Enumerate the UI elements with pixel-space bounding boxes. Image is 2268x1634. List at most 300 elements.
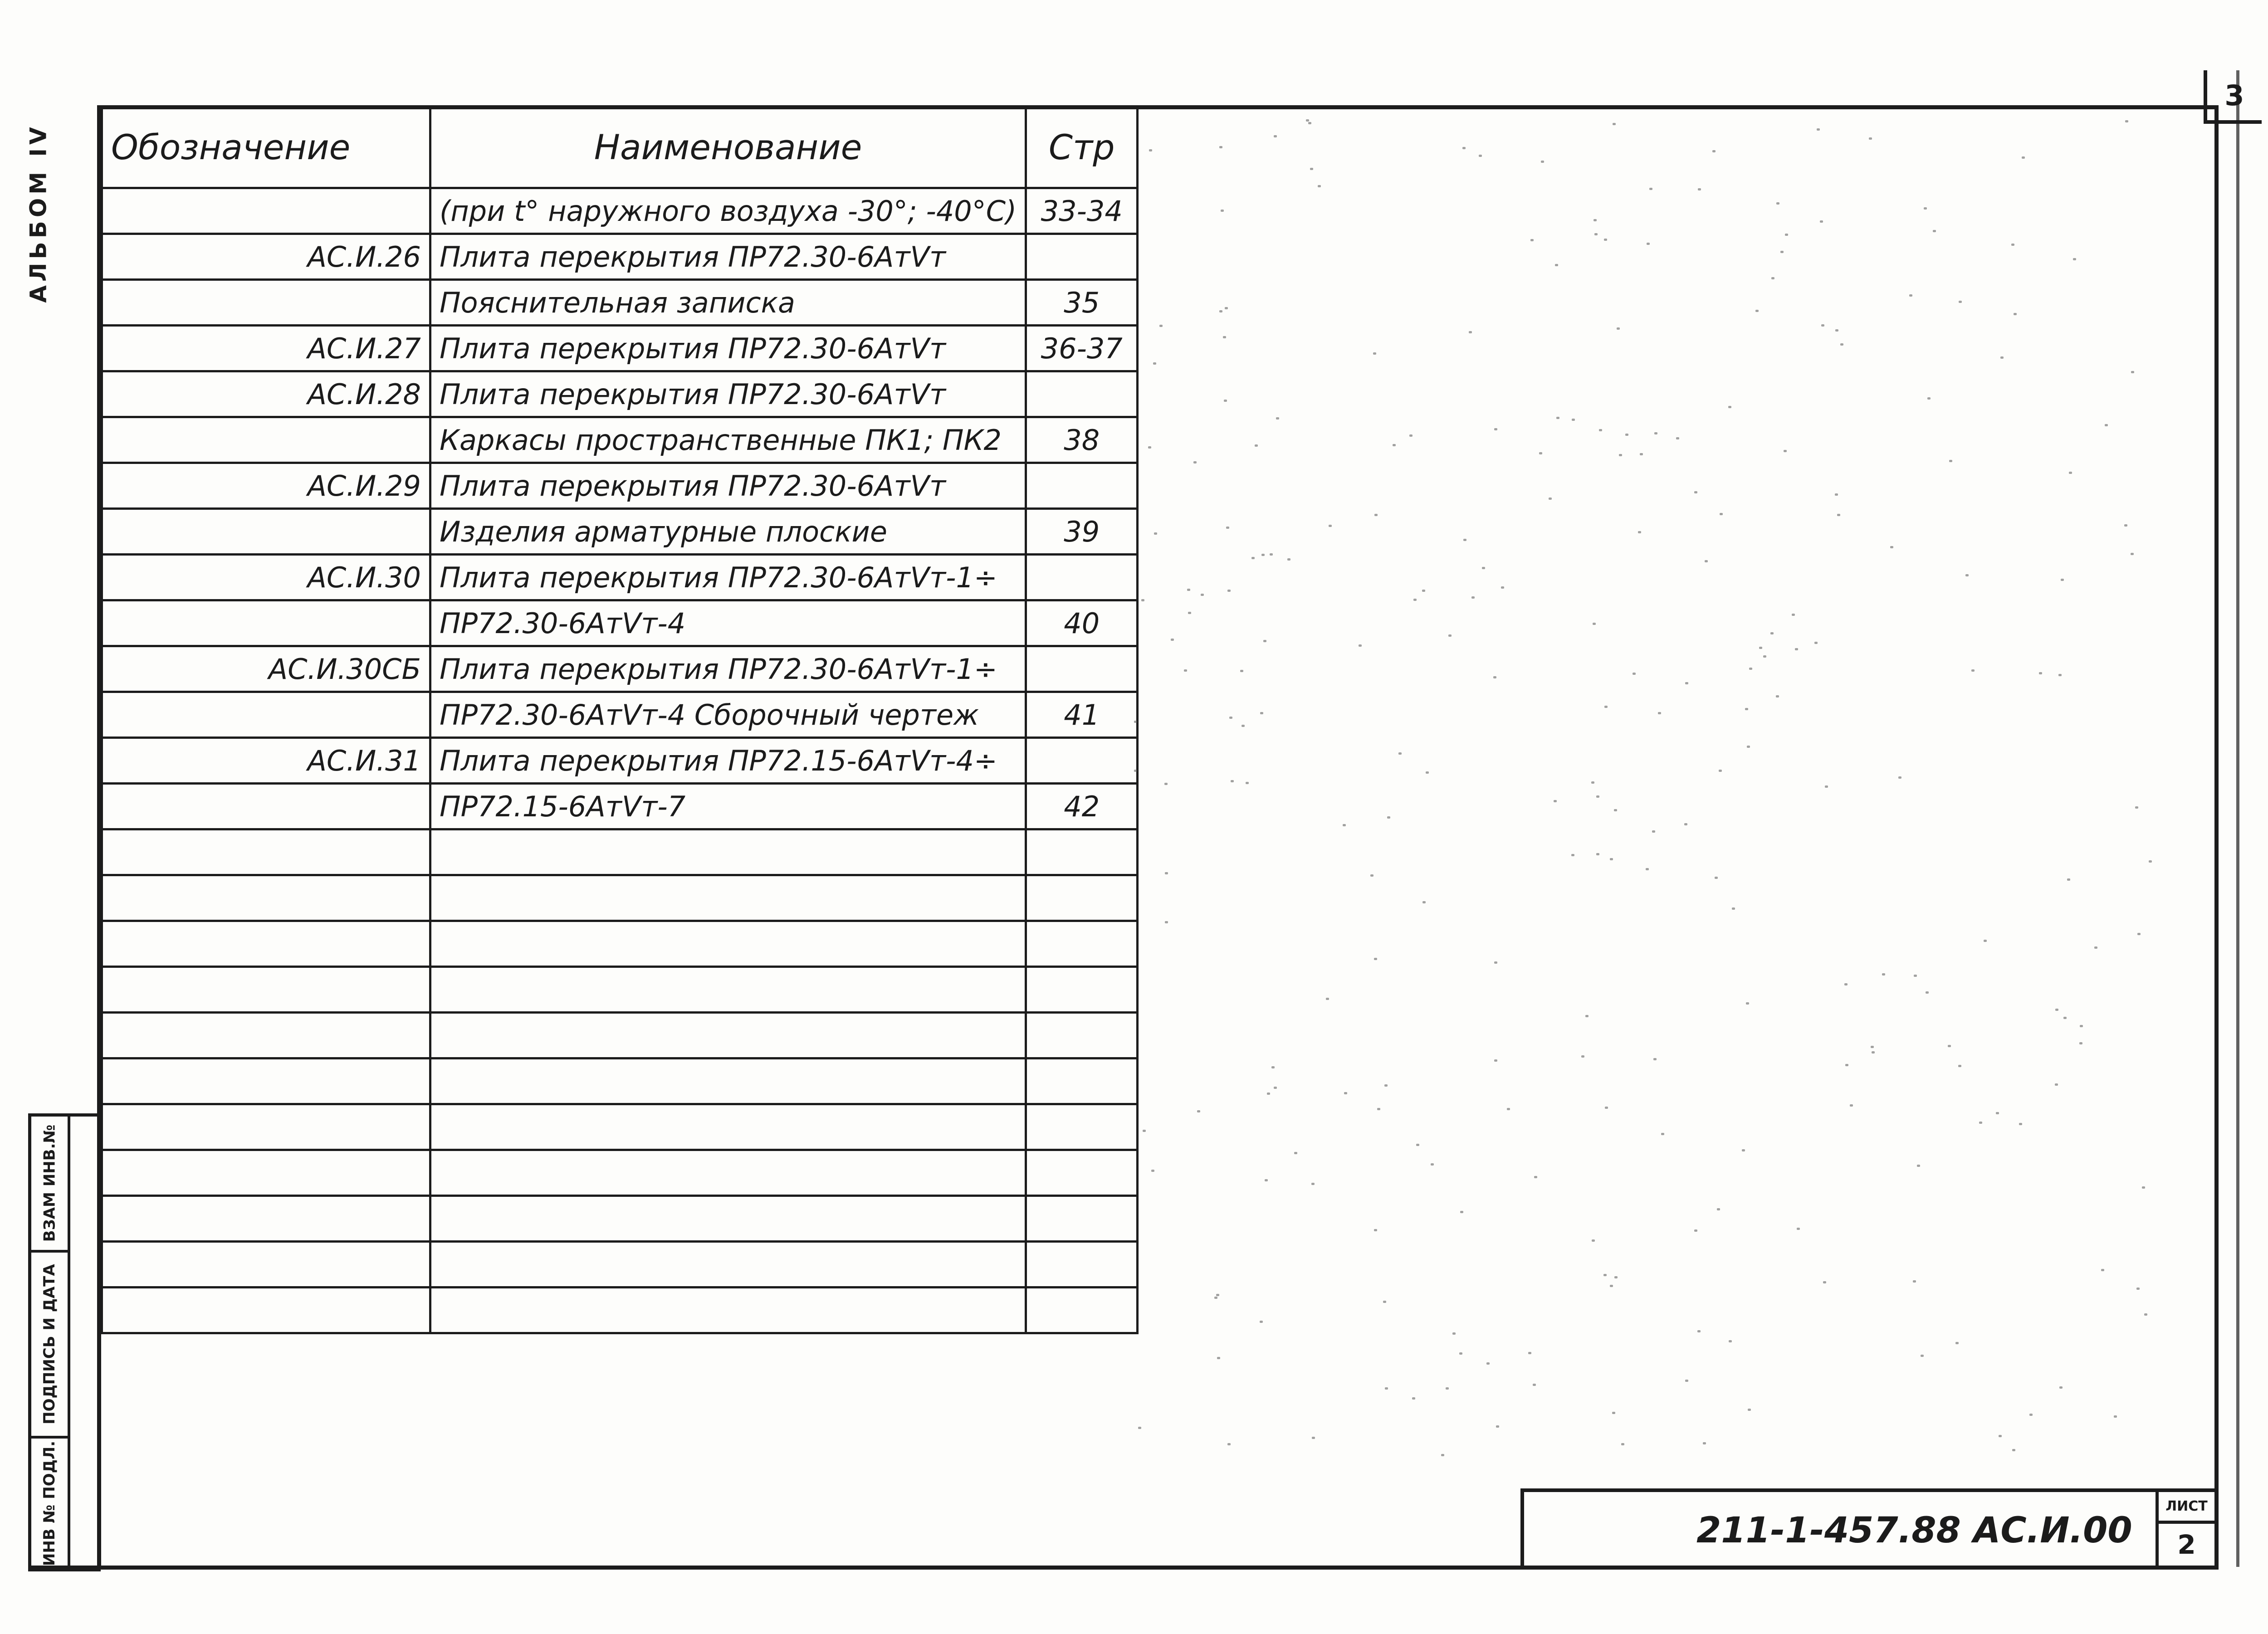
row-designation [102, 1242, 430, 1288]
contents-table [101, 105, 1139, 1334]
header-page: Стр [1026, 107, 1138, 188]
speck [1359, 644, 1362, 647]
speck [1776, 202, 1779, 205]
speck [1318, 185, 1321, 187]
table-body [102, 188, 1138, 1333]
speck [1742, 1149, 1745, 1151]
speck [1387, 816, 1390, 819]
speck [1933, 230, 1936, 232]
speck [1747, 746, 1750, 748]
speck [1501, 586, 1504, 589]
speck [1493, 676, 1496, 678]
table-row [102, 326, 1138, 371]
speck [1187, 589, 1190, 591]
speck [1835, 329, 1838, 332]
speck [1496, 1425, 1499, 1428]
speck [1229, 717, 1232, 719]
speck [1149, 149, 1152, 151]
row-designation: АС.И.26 [102, 234, 430, 280]
speck [1448, 634, 1452, 637]
speck [1712, 150, 1716, 152]
speck [1413, 599, 1417, 601]
speck [1825, 785, 1828, 788]
row-designation: АС.И.30 [102, 555, 430, 600]
speck [2149, 860, 2152, 863]
speck [1255, 444, 1258, 447]
table-row [102, 1058, 1138, 1104]
speck [1260, 1321, 1263, 1323]
speck [1462, 147, 1466, 149]
speck [1797, 1228, 1800, 1230]
speck [1143, 1130, 1146, 1132]
row-page: 33-34 [1026, 188, 1138, 234]
speck [1534, 1176, 1537, 1178]
speck [2079, 1042, 2082, 1044]
album-label [18, 123, 59, 303]
speck [1593, 623, 1596, 625]
table-row [102, 1150, 1138, 1196]
speck [1422, 590, 1425, 592]
speck [1219, 310, 1222, 312]
speck [1594, 233, 1598, 235]
speck [1979, 1122, 1982, 1124]
speck [1267, 1093, 1270, 1095]
table-row [102, 463, 1138, 509]
speck [2105, 424, 2108, 426]
row-name [430, 1150, 1026, 1196]
speck [1261, 554, 1265, 556]
row-page [1026, 875, 1138, 921]
row-name [430, 967, 1026, 1013]
stamp-signature-date: ПОДПИСЬ И ДАТА [31, 1253, 68, 1439]
row-page [1026, 738, 1138, 784]
speck [1955, 1342, 1959, 1344]
speck [1398, 752, 1402, 755]
speck [2055, 1009, 2058, 1011]
speck [2135, 806, 2138, 809]
row-name: ПР72.30-6АтVт-4 [430, 600, 1026, 646]
speck [1728, 406, 1731, 408]
speck [1619, 454, 1622, 456]
speck [1541, 161, 1544, 163]
speck [1141, 599, 1144, 601]
speck [1780, 251, 1784, 253]
row-name: ПР72.30-6АтVт-4 Сборочный чертеж [430, 692, 1026, 738]
speck [1605, 1107, 1608, 1109]
speck [1763, 655, 1766, 658]
speck [1165, 872, 1168, 874]
row-name [430, 1288, 1026, 1333]
speck [1479, 155, 1482, 157]
row-page [1026, 1196, 1138, 1242]
speck [1221, 210, 1224, 212]
row-name: Изделия арматурные плоские [430, 509, 1026, 555]
speck [1845, 1064, 1848, 1066]
speck [1441, 1454, 1444, 1456]
row-name: Плита перекрытия ПР72.30-6АтVт [430, 326, 1026, 371]
row-designation [102, 600, 430, 646]
speck [1374, 958, 1377, 960]
speck [1604, 239, 1607, 241]
speck [1921, 1355, 1924, 1357]
speck [2131, 553, 2134, 555]
table-row [102, 784, 1138, 829]
row-page: 41 [1026, 692, 1138, 738]
sheet-number: 2 [2156, 1524, 2214, 1566]
speck [1274, 1087, 1277, 1089]
speck [1217, 1357, 1220, 1359]
row-designation [102, 1013, 430, 1058]
speck [1494, 961, 1497, 964]
row-page [1026, 646, 1138, 692]
speck [1554, 800, 1557, 802]
speck [1556, 417, 1559, 419]
speck [2073, 258, 2076, 260]
speck [1646, 868, 1649, 870]
speck [1276, 417, 1279, 419]
speck [1984, 940, 1987, 942]
speck [1271, 1066, 1275, 1068]
speck [1844, 983, 1848, 985]
speck [1193, 461, 1197, 463]
speck [1251, 557, 1255, 559]
speck [1771, 277, 1774, 279]
table-row [102, 967, 1138, 1013]
speck [1596, 795, 1599, 798]
speck [1613, 123, 1616, 125]
speck [1999, 1435, 2002, 1437]
row-page: 39 [1026, 509, 1138, 555]
speck [1924, 207, 1927, 210]
speck [1188, 612, 1191, 614]
speck [1263, 640, 1266, 642]
stamp-inv-no: ИНВ № ПОДЛ. [40, 1440, 59, 1566]
speck [2125, 120, 2128, 122]
table-row [102, 646, 1138, 692]
speck [1652, 830, 1655, 833]
row-designation [102, 967, 430, 1013]
speck [2131, 371, 2134, 373]
row-designation [102, 1196, 430, 1242]
speck [2080, 1025, 2083, 1027]
speck [1549, 498, 1552, 500]
stamp-divider [68, 1117, 70, 1568]
speck [1872, 1051, 1875, 1054]
speck [1260, 712, 1263, 714]
speck [1171, 639, 1174, 641]
table-row [102, 509, 1138, 555]
speck [1817, 128, 1820, 131]
speck [1308, 122, 1311, 124]
speck [1770, 632, 1774, 634]
speck [1715, 877, 1718, 879]
speck [1431, 1163, 1434, 1166]
speck [1840, 343, 1843, 346]
speck [1227, 1443, 1231, 1445]
row-page [1026, 1058, 1138, 1104]
speck [2063, 1017, 2067, 1019]
row-name [430, 1242, 1026, 1288]
speck [1926, 991, 1929, 994]
speck [1374, 1229, 1377, 1231]
row-name [430, 921, 1026, 967]
speck [1452, 1332, 1456, 1335]
row-page [1026, 829, 1138, 875]
speck [1370, 874, 1374, 877]
row-page [1026, 234, 1138, 280]
speck [1949, 460, 1952, 462]
row-designation [102, 784, 430, 829]
speck [1603, 1274, 1607, 1276]
speck [2069, 472, 2072, 474]
row-page: 35 [1026, 280, 1138, 326]
row-designation [102, 1104, 430, 1150]
row-page: 40 [1026, 600, 1138, 646]
row-page [1026, 463, 1138, 509]
speck [1469, 331, 1472, 333]
stamp-replaced-inv: ВЗАМ ИНВ.№ [31, 1117, 68, 1253]
speck [1612, 1412, 1615, 1414]
speck [1383, 1301, 1386, 1303]
speck [1785, 234, 1788, 236]
speck [1759, 647, 1762, 649]
speck [1882, 973, 1885, 976]
speck [1795, 648, 1798, 650]
speck [1224, 400, 1227, 402]
table-row [102, 1196, 1138, 1242]
side-stamp [28, 1113, 101, 1571]
row-name: Плита перекрытия ПР72.30-6АтVт [430, 234, 1026, 280]
speck [1231, 780, 1234, 782]
speck [2000, 356, 2004, 359]
speck [1138, 1427, 1141, 1429]
speck [1507, 1108, 1510, 1110]
speck [1658, 712, 1661, 714]
row-designation [102, 1288, 430, 1333]
row-name [430, 1104, 1026, 1150]
speck [1729, 1340, 1732, 1342]
speck [2055, 1083, 2058, 1086]
row-designation [102, 875, 430, 921]
row-name: Плита перекрытия ПР72.30-6АтVт [430, 371, 1026, 417]
row-designation: АС.И.31 [102, 738, 430, 784]
speck [1720, 513, 1723, 515]
row-page: 38 [1026, 417, 1138, 463]
speck [1914, 975, 1917, 977]
row-name [430, 1013, 1026, 1058]
speck [1965, 574, 1969, 576]
table-header-row [102, 107, 1138, 188]
frame-right-line [2214, 105, 2219, 1569]
speck [1614, 1276, 1618, 1278]
speck [1242, 725, 1245, 727]
speck [1703, 1442, 1706, 1444]
speck [1959, 301, 1962, 303]
speck [2094, 946, 2097, 949]
speck [2061, 579, 2064, 581]
speck [1784, 450, 1787, 452]
speck [1134, 770, 1137, 772]
corner-sheet-number: 3 [2204, 70, 2262, 124]
speck [1748, 1409, 1751, 1411]
header-designation: Обозначение [102, 107, 430, 188]
speck [1617, 327, 1620, 330]
speck [1685, 682, 1688, 684]
speck [2012, 1449, 2015, 1451]
speck [1820, 220, 1823, 223]
speck [1746, 1002, 1749, 1005]
speck [1384, 1084, 1388, 1087]
table-row [102, 921, 1138, 967]
table-row [102, 188, 1138, 234]
table-row [102, 600, 1138, 646]
speck [1591, 781, 1594, 784]
speck [1446, 1387, 1449, 1390]
speck [1219, 146, 1222, 148]
speck [1850, 1104, 1853, 1107]
speck [1610, 858, 1613, 860]
speck [1311, 1183, 1315, 1185]
speck [1287, 558, 1290, 561]
speck [1755, 310, 1759, 312]
row-name [430, 829, 1026, 875]
speck [1159, 325, 1163, 327]
speck [1917, 1165, 1920, 1167]
speck [1184, 669, 1187, 672]
speck [1240, 670, 1243, 672]
speck [1374, 514, 1378, 516]
speck [1745, 708, 1748, 710]
speck [1216, 1294, 1219, 1296]
speck [1649, 188, 1652, 190]
table-row [102, 417, 1138, 463]
speck [1312, 1437, 1315, 1439]
speck [2014, 313, 2017, 315]
speck [1197, 1110, 1200, 1112]
speck [1270, 553, 1273, 556]
speck [1694, 491, 1697, 493]
speck [1837, 514, 1840, 516]
speck [1306, 119, 1309, 122]
speck [1539, 452, 1542, 454]
speck [1927, 397, 1931, 400]
speck [1385, 1387, 1388, 1390]
table-row [102, 371, 1138, 417]
row-page [1026, 921, 1138, 967]
speck [1971, 669, 1975, 672]
row-designation [102, 280, 430, 326]
speck [1214, 1297, 1217, 1299]
speck [1530, 239, 1534, 241]
speck [1426, 771, 1429, 774]
row-name: (при t° наружного воздуха -30°; -40°C) [430, 188, 1026, 234]
row-designation: АС.И.29 [102, 463, 430, 509]
speck [1869, 137, 1872, 140]
row-name: Пояснительная записка [430, 280, 1026, 326]
table-row [102, 280, 1138, 326]
speck [1948, 1045, 1951, 1047]
table-row [102, 555, 1138, 600]
speck [2029, 1414, 2033, 1416]
row-page [1026, 371, 1138, 417]
speck [2019, 1123, 2022, 1125]
speck [1890, 546, 1893, 548]
table-row [102, 1288, 1138, 1333]
speck [2142, 1186, 2145, 1189]
speck [1776, 695, 1779, 697]
speck [1343, 824, 1346, 826]
row-name [430, 875, 1026, 921]
row-name [430, 1058, 1026, 1104]
speck [1412, 1397, 1415, 1400]
row-designation [102, 692, 430, 738]
speck [1265, 1179, 1268, 1181]
speck [1151, 1170, 1154, 1172]
table-row [102, 1104, 1138, 1150]
table-row [102, 829, 1138, 875]
speck [1823, 1281, 1826, 1283]
speck [1165, 921, 1168, 923]
speck [1593, 219, 1597, 221]
speck [1223, 336, 1226, 338]
table-row [102, 738, 1138, 784]
row-designation [102, 1058, 430, 1104]
title-block [1520, 1488, 2218, 1569]
speck [1698, 188, 1701, 190]
table-row [102, 875, 1138, 921]
speck [1625, 434, 1628, 436]
speck [1647, 243, 1650, 245]
speck [1814, 642, 1818, 644]
row-page [1026, 555, 1138, 600]
table-row [102, 1013, 1138, 1058]
row-designation [102, 509, 430, 555]
speck [1996, 1112, 1999, 1114]
speck [1661, 1133, 1664, 1135]
speck [1393, 444, 1396, 446]
speck [1294, 1152, 1297, 1154]
table-row [102, 234, 1138, 280]
speck [1154, 532, 1157, 535]
row-designation: АС.И.28 [102, 371, 430, 417]
row-page [1026, 1104, 1138, 1150]
speck [1604, 706, 1608, 708]
speck [1409, 434, 1413, 437]
speck [1226, 527, 1229, 529]
speck [1621, 1443, 1624, 1445]
speck [1614, 809, 1617, 811]
speck [1685, 1380, 1688, 1382]
speck [1638, 531, 1641, 533]
row-name: Плита перекрытия ПР72.30-6АтVт-1÷ [430, 555, 1026, 600]
speck [1913, 1280, 1916, 1283]
speck [1653, 1058, 1657, 1060]
speck [1697, 1330, 1701, 1332]
speck [1486, 1362, 1490, 1365]
speck [1459, 1352, 1462, 1355]
row-designation [102, 921, 430, 967]
speck [1377, 1108, 1380, 1110]
speck [1958, 1065, 1961, 1067]
speck [1572, 419, 1575, 421]
row-page: 42 [1026, 784, 1138, 829]
speck [2059, 1386, 2063, 1389]
row-designation: АС.И.27 [102, 326, 430, 371]
speck [1227, 590, 1231, 592]
table-row [102, 692, 1138, 738]
speck [1592, 1239, 1595, 1242]
speck [1274, 135, 1277, 137]
